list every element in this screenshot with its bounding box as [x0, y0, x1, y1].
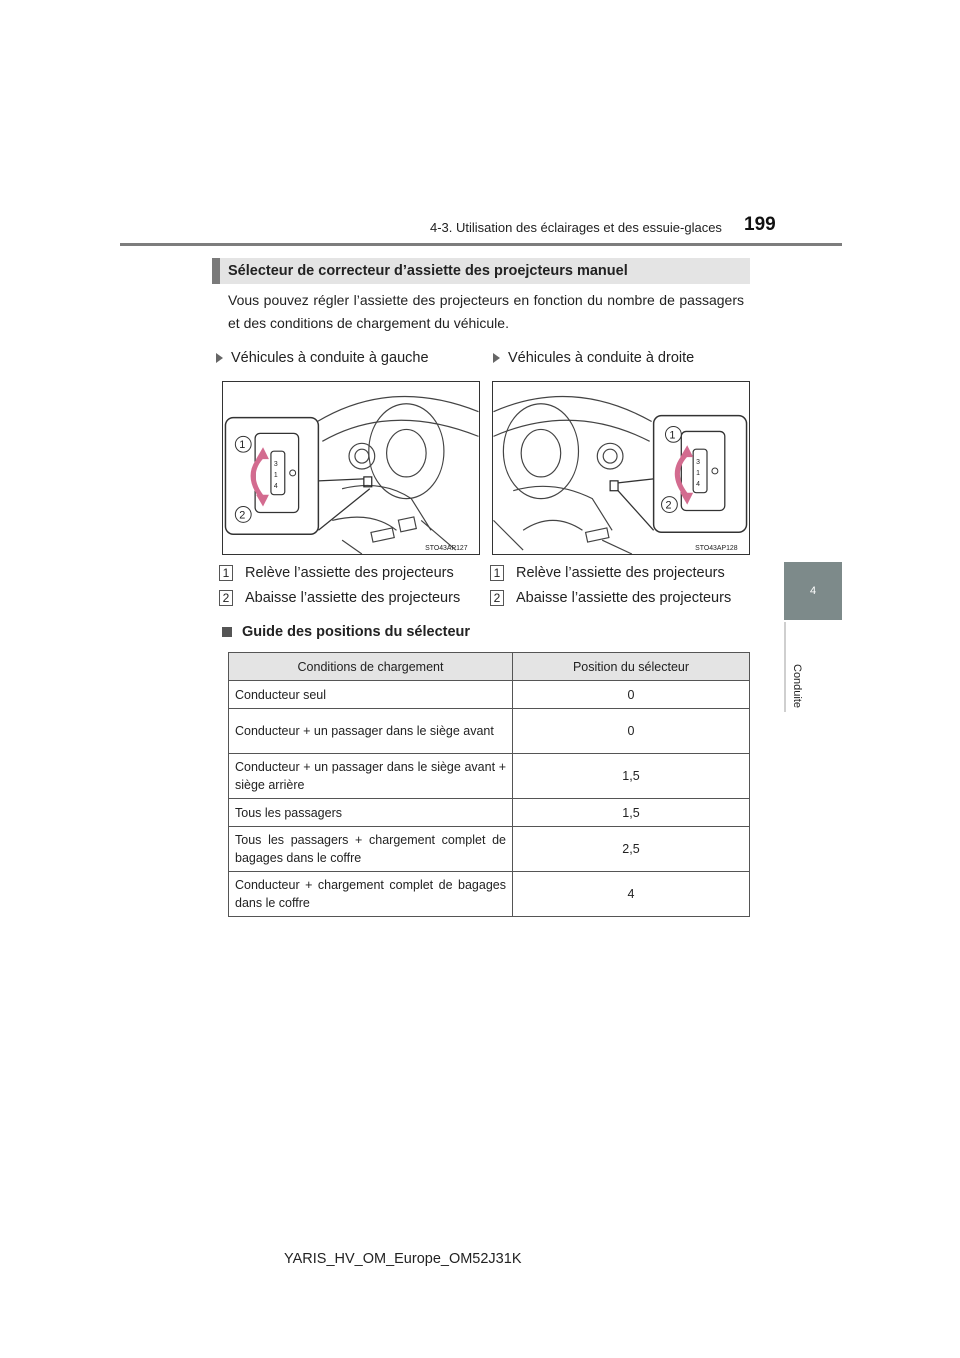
legend-right-1-text: Relève l’assiette des projecteurs	[516, 565, 725, 581]
section-title: Sélecteur de correcteur d’assiette des proejcteurs manuel	[228, 263, 628, 279]
condition-cell: Conducteur + un passager dans le siège avant	[229, 709, 513, 754]
legend-left-1	[219, 565, 454, 581]
section-title-bar	[212, 258, 750, 284]
legend-right-2	[490, 590, 731, 606]
selector-position-table	[228, 652, 750, 917]
position-cell: 1,5	[513, 754, 750, 799]
triangle-bullet-icon	[216, 353, 223, 363]
table-row	[229, 799, 750, 827]
column-header-position: Position du sélecteur	[513, 653, 750, 681]
table-row	[229, 681, 750, 709]
callout-number-badge: 2	[490, 590, 504, 606]
triangle-bullet-icon	[493, 353, 500, 363]
svg-text:1: 1	[239, 439, 246, 452]
table-row	[229, 709, 750, 754]
callout-number-badge: 1	[219, 565, 233, 581]
legend-right-1	[490, 565, 725, 581]
legend-left-2	[219, 590, 460, 606]
svg-text:4: 4	[696, 480, 700, 488]
svg-text:1: 1	[669, 429, 676, 442]
table-row	[229, 827, 750, 872]
variant-title-right-text: Véhicules à conduite à droite	[508, 350, 695, 366]
figure-code-right: STO43AP128	[695, 545, 738, 553]
figure-code-left: STO43AP127	[425, 545, 468, 553]
document-footer-code: YARIS_HV_OM_Europe_OM52J31K	[284, 1251, 522, 1267]
svg-text:3: 3	[273, 461, 278, 469]
condition-cell: Conducteur + un passager dans le siège avant + siège arrière	[229, 754, 513, 799]
condition-cell: Conducteur seul	[229, 681, 513, 709]
table-row	[229, 872, 750, 917]
page-number: 199	[744, 214, 776, 235]
callout-number-badge: 2	[219, 590, 233, 606]
position-cell: 2,5	[513, 827, 750, 872]
condition-cell: Tous les passagers + chargement complet de bagages dans le coffre	[229, 827, 513, 872]
legend-left-1-text: Relève l’assiette des projecteurs	[245, 565, 454, 581]
table-row	[229, 754, 750, 799]
figure-left-hand-drive	[222, 381, 480, 555]
chapter-label: Conduite	[791, 663, 803, 709]
guide-heading	[222, 624, 470, 640]
table-header-row	[229, 653, 750, 681]
svg-text:3: 3	[696, 459, 700, 467]
intro-paragraph: Vous pouvez régler l’assiette des projecteurs en fonction du nombre de passagers et des conditions de chargement du véhicule.	[228, 292, 744, 331]
figure-right-hand-drive	[492, 381, 750, 555]
dashboard-illustration-left	[223, 382, 479, 554]
svg-text:4: 4	[273, 482, 278, 490]
condition-cell: Conducteur + chargement complet de bagages dans le coffre	[229, 872, 513, 917]
variant-title-left	[216, 350, 429, 366]
legend-left-2-text: Abaisse l’assiette des projecteurs	[245, 590, 461, 606]
header-rule	[120, 243, 842, 246]
variant-title-left-text: Véhicules à conduite à gauche	[231, 350, 429, 366]
header-section-title: 4-3. Utilisation des éclairages et des essuie-glaces	[430, 220, 722, 235]
svg-text:2: 2	[665, 499, 672, 512]
position-cell: 4	[513, 872, 750, 917]
square-bullet-icon	[222, 627, 232, 637]
chapter-tab: 4	[784, 562, 842, 620]
svg-text:1: 1	[273, 471, 278, 479]
legend-right-2-text: Abaisse l’assiette des projecteurs	[516, 590, 732, 606]
guide-heading-text: Guide des positions du sélecteur	[242, 624, 471, 640]
condition-cell: Tous les passagers	[229, 799, 513, 827]
position-cell: 0	[513, 709, 750, 754]
column-header-conditions: Conditions de chargement	[229, 653, 513, 681]
svg-text:2: 2	[239, 509, 246, 522]
position-cell: 0	[513, 681, 750, 709]
variant-title-right	[493, 350, 694, 366]
svg-text:1: 1	[696, 469, 700, 477]
position-cell: 1,5	[513, 799, 750, 827]
callout-number-badge: 1	[490, 565, 504, 581]
dashboard-illustration-right	[493, 382, 749, 554]
